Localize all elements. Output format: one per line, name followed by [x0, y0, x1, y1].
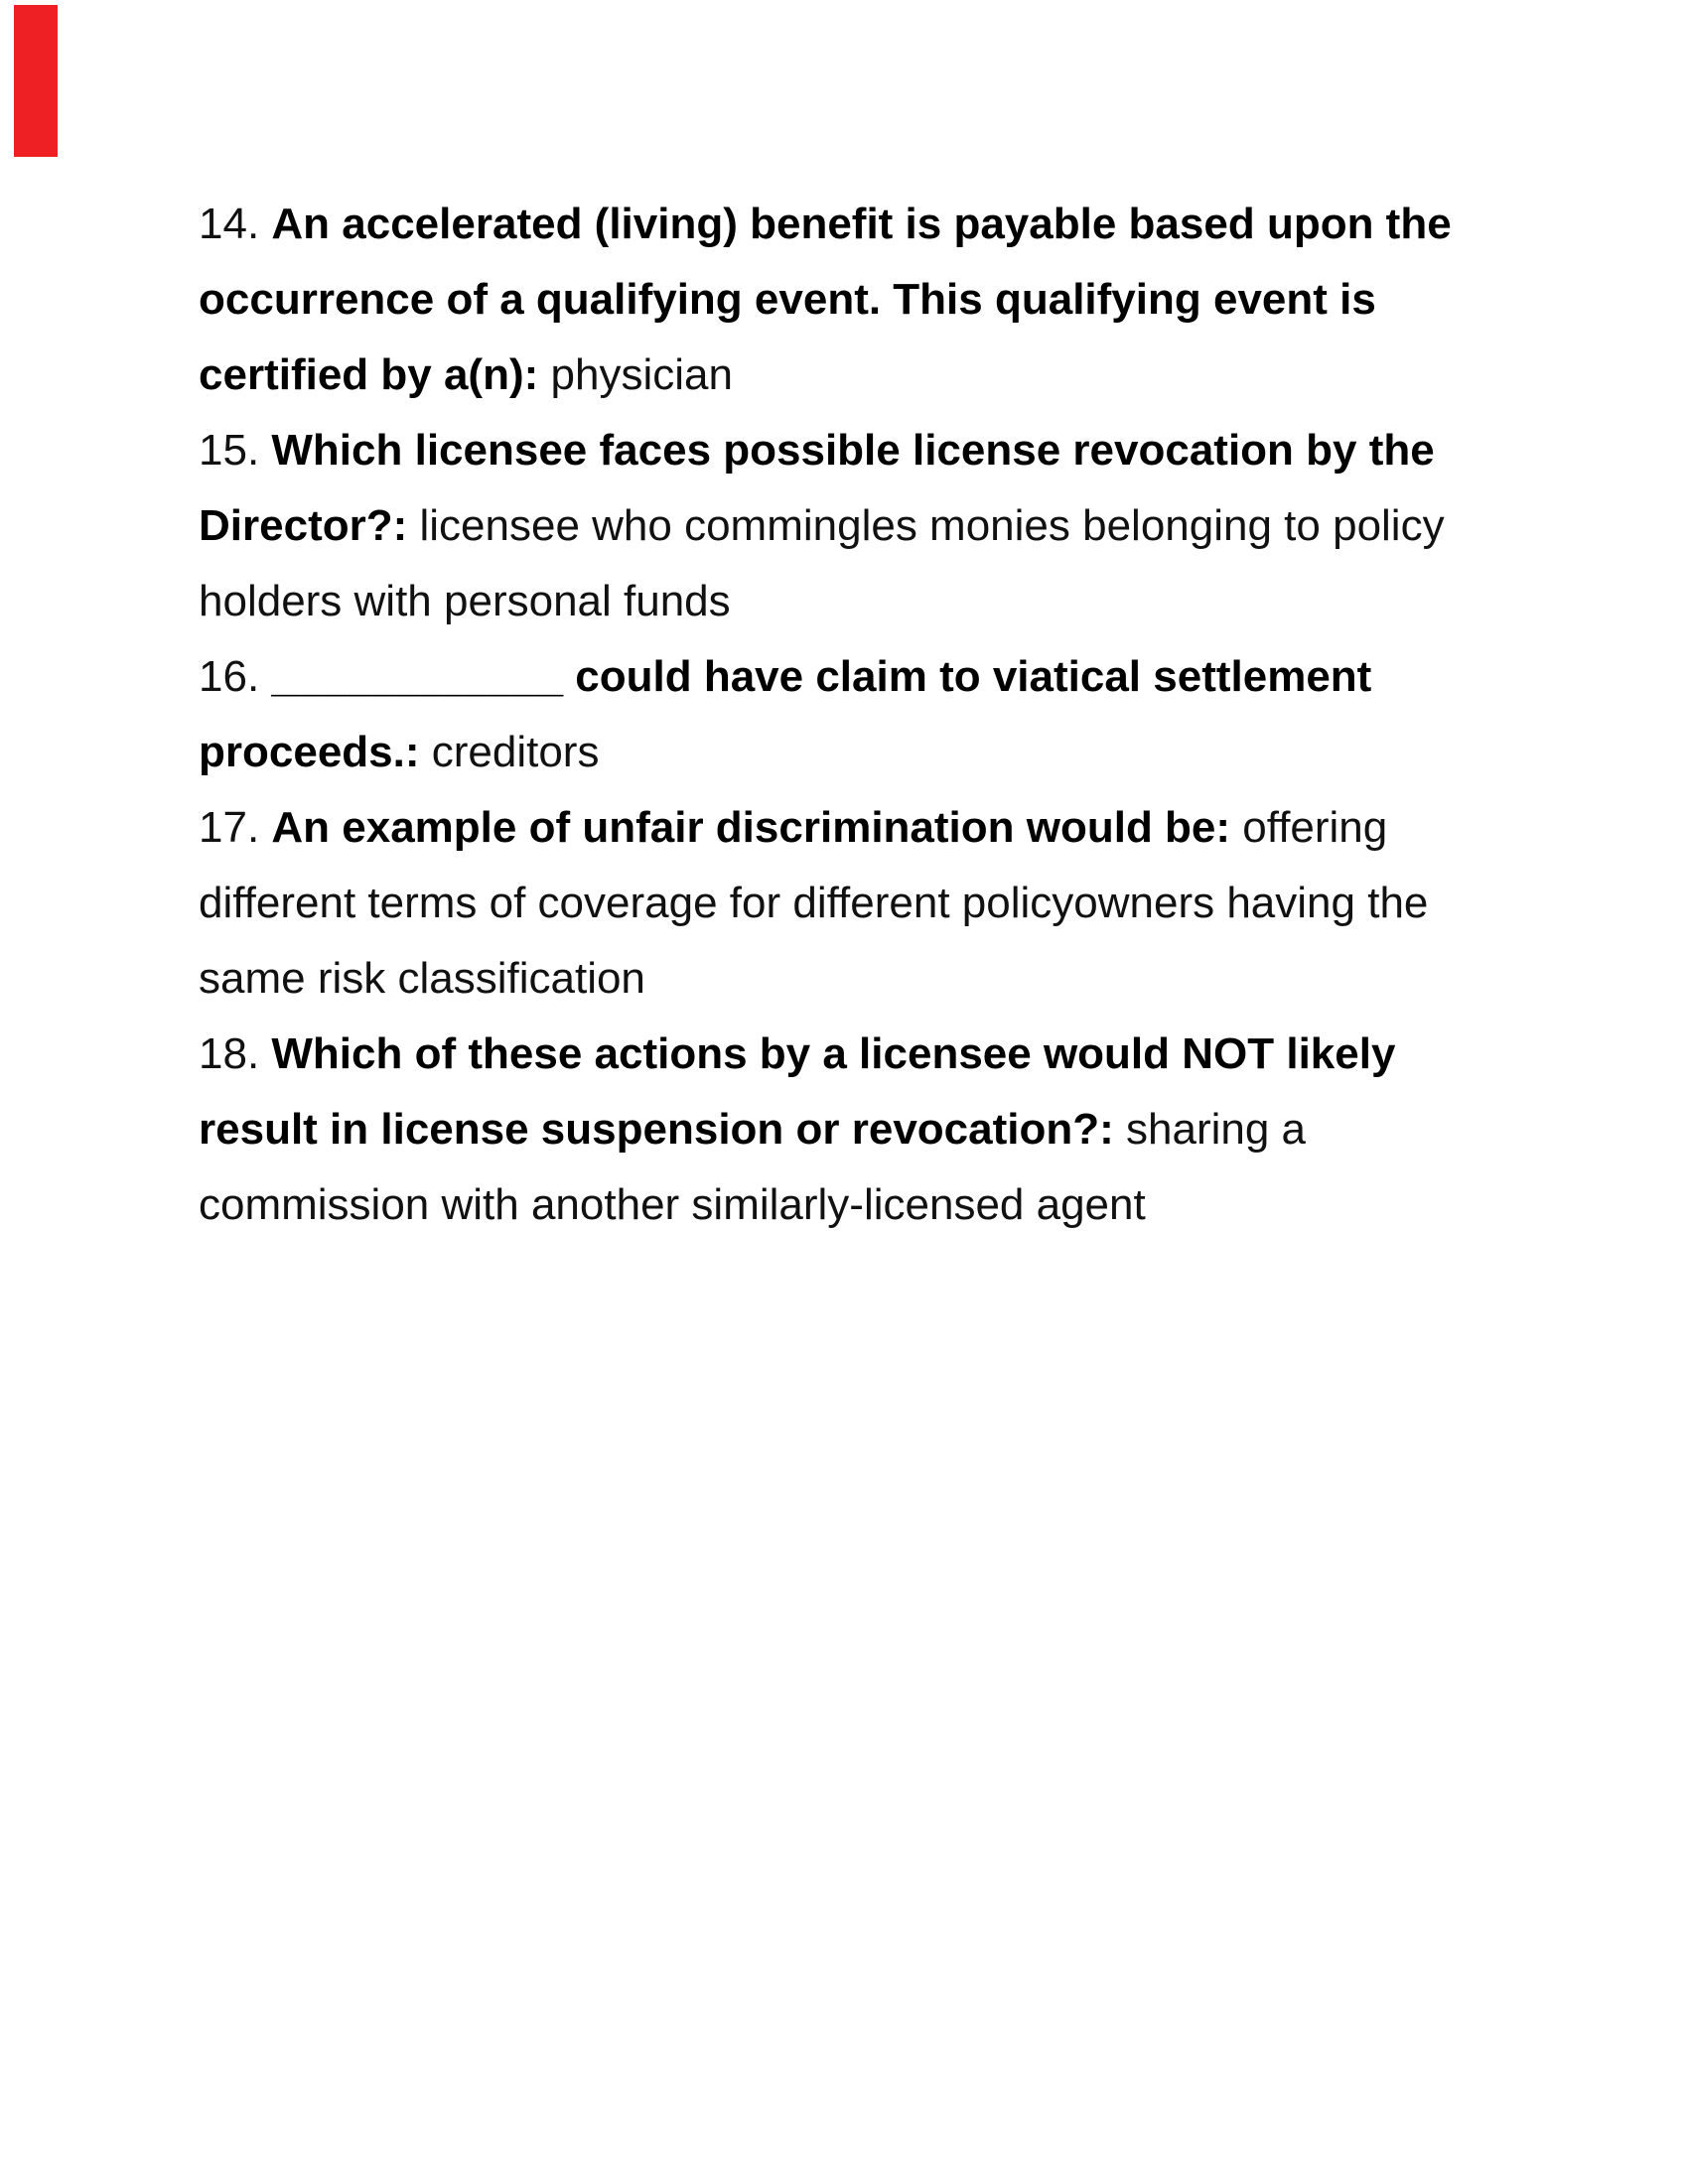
question-text: Which licensee faces possible license revocation by the — [271, 426, 1435, 475]
qa-line — [199, 262, 1489, 338]
question-text: An accelerated (living) benefit is payable based upon the — [271, 200, 1452, 248]
qa-line — [199, 639, 1489, 715]
answer-text: offering — [1230, 803, 1388, 852]
qa-list — [199, 187, 1489, 1243]
qa-line — [199, 1167, 1489, 1243]
answer-text: different terms of coverage for different policyowners having the — [199, 879, 1429, 927]
qa-line — [199, 338, 1489, 413]
qa-line — [199, 413, 1489, 488]
qa-line — [199, 564, 1489, 639]
question-text: proceeds.: — [199, 728, 420, 776]
item-number: 15. — [199, 426, 272, 475]
question-text: Which of these actions by a licensee would NOT likely — [271, 1029, 1396, 1078]
qa-line — [199, 941, 1489, 1017]
qa-line — [199, 1017, 1489, 1092]
qa-line — [199, 866, 1489, 941]
item-number: 17. — [199, 803, 272, 852]
question-text: An example of unfair discrimination would be: — [271, 803, 1231, 852]
answer-text: physician — [538, 350, 733, 399]
answer-text: commission with another similarly-licensed agent — [199, 1180, 1146, 1229]
answer-text: sharing a — [1113, 1105, 1307, 1154]
item-number: 16. — [199, 652, 272, 701]
qa-line — [199, 715, 1489, 790]
question-text: ____________ could have claim to viatical settlement — [271, 652, 1372, 701]
answer-text: licensee who commingles monies belonging to policy — [407, 501, 1445, 550]
qa-line — [199, 790, 1489, 866]
qa-line — [199, 488, 1489, 564]
question-text: occurrence of a qualifying event. This qualifying event is — [199, 275, 1376, 324]
item-number: 18. — [199, 1029, 272, 1078]
question-text: Director?: — [199, 501, 408, 550]
qa-line — [199, 1092, 1489, 1167]
answer-text: holders with personal funds — [199, 577, 731, 625]
question-text: certified by a(n): — [199, 350, 539, 399]
corner-ribbon-mark — [14, 5, 58, 157]
item-number: 14. — [199, 200, 272, 248]
answer-text: same risk classification — [199, 954, 645, 1003]
question-text: result in license suspension or revocation?: — [199, 1105, 1114, 1154]
qa-line — [199, 187, 1489, 262]
answer-text: creditors — [419, 728, 600, 776]
